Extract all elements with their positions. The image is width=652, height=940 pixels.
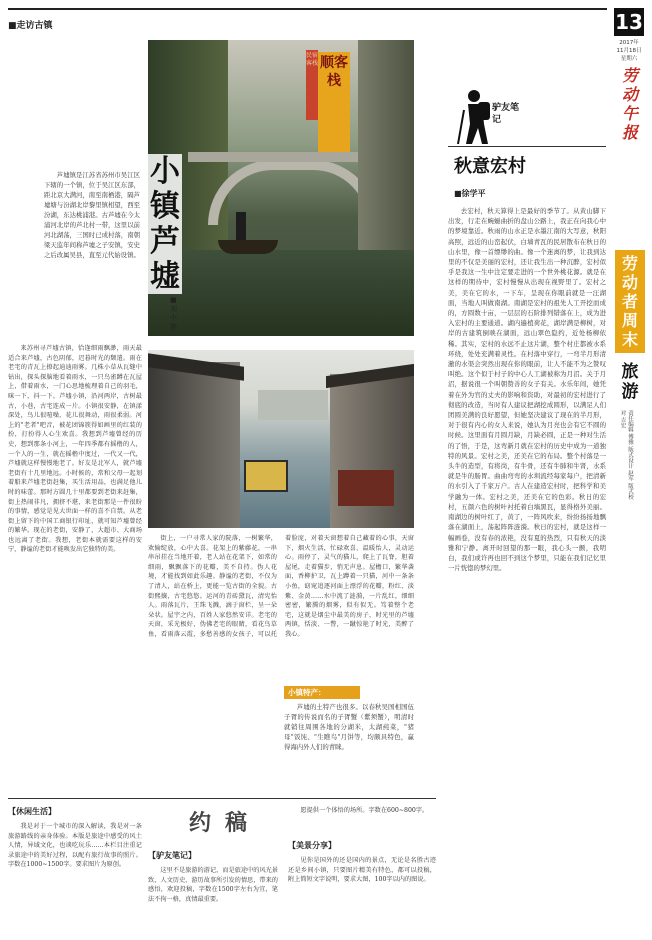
scenery-share-tag: 【美景分享】: [288, 841, 336, 850]
editor-credits: [618, 410, 633, 500]
date-block: [610, 39, 648, 63]
bottom-rule: [8, 798, 436, 799]
feature-byline: ■刘中艳: [170, 296, 177, 331]
canal-town-photo: [148, 350, 414, 528]
share-intro-text: 愿提供一个体悟的场所。字数在600~800字。: [300, 807, 429, 814]
column-label: 驴友笔记: [492, 103, 520, 125]
feature-title: 小镇芦墟: [150, 154, 180, 294]
leisure-text: 我是对于一个城市的深入解读，我是对一条旅游路线的亲身体验。本版是旅途中感受的风土人情，异域文化，也谈吃玩乐……本栏目注重记录旅途中的美好过程，以配有旅行故事的照片。字数在1000~1500字。要求图片为原创。: [8, 823, 142, 869]
shop-sign-small: 民宿客栈: [306, 52, 319, 67]
call-for-papers-title: 约稿: [188, 811, 261, 836]
specialty-text: 芦墟的土特产也很多。以春秋吴国相国伍子胥的传说而名的子胥蟹（紫须蟹），明清时就销往周围各地的分湖米，太湖莼菜，"猪母"饭饨、"生瞧鸟"月饼等，均颇具特色，赢得海内外人们的青睐。: [284, 703, 414, 751]
feature-column-1: 来苏州寻芦墟古镇，恰逢细雨飘渺，雨天最适合来芦墟，古色阴郁，迟暮时光的颓遣。雨在老宅的青瓦上撩起迪迪雨雾。几株小草从瓦缝中钻出，探头探脑地看着雨水，一只鸟雀蹲在瓦屋上，借着雨水，一门心思地梳理着自己的羽毛，咪一下，抖一下。芦墟小镇，沿河两岸，古树最古，小巷，古宅连成一片。小镇很安静，在镇漾深处，鸟儿很喧噪，花儿很舞动，雨很柔弱。河上的"老者"吧音，被花团锦簇得如画里的红装的扮，打扮得人心生欢喜。我想到芦墟曾经的历史，想到那条小河上，一年四季都有摇橹的人，一个人的一生，就在摇橹中度过，一代又一代，芦墟就这样慢慢地老了。好友是北军人，就芦墟老街有十几里地远。小时候的，常和父母一起划着船来芦墟老街赶集，买生活用品，也满足他儿时的味蕾。那时方圆几十里都要到老街来赶集，街上热闹非凡，拥挤不堪，来老街那是一件很盼的事情，感觉是见大世面一样的喜不自禁。从老街上留下的中国工商银行印址，就可知芦墟曾经的繁华。现在的老街，安静了，大超市、大商场也远离了老街。我想，老街本就需要这样的安宁，静谧的老街才能唤发出它独特的美。: [8, 345, 142, 554]
credit-editor: 责任编辑 傅雅: [627, 410, 633, 445]
scenery-share-text: 见你是国外的还是国内的景点，无论是名胜古迹还是乡间小镇，只要图片精美有特色，都可以投稿，附上简短文字说明，要求大图，100字以内的图说。: [288, 857, 436, 884]
article-title: 秋意宏村: [454, 156, 526, 177]
article-body: 去宏村，秋天算得上是最好的季节了。从黄山脚下出发，行走在蜿蜒曲折的盘山公路上，我正在向我心中的梦境靠近。秋雨的山水正是水墨江南的大写意，秋阳高照，远近的山峦起伏，白墙青瓦的民居散布在秋日的山水里，像一首缥缈的曲。像一个迷离的梦，让我到达里的不仅是美丽的宏村，还让我生出一种沉醉，宏村似乎是我这一生中注定要走进的一个世外桃花源。就是在这样的期待中，宏村慢慢从出现在视野里了。宏村之美，美在它的水，一下车，呈现在你眼前就是一汪湖面，当地人叫做南湖。南湖是宏村的祖先人工开挖而成的，方圆数十亩，一层层的石阶排列错落在上，成为进入宏村的主要通道。湖内遍植荷花，湖岸满是柳树，对岸的古建筑倒映在湖面，远山翠色隐约，近处杨柳依稀。其实，宏村的水远不止这片湖，整个村庄都被水系环绕，处处充满着灵性。在村落中穿行，一弯半月形清澈的水渠会突然出现在你的眼前，让人不能不为之赞叹叫绝。这个似于村子的中心人工湖被称为月沼。关于月沼，据说很一个叫朝赞善的女子有关。水乐年间，她凭着在外为官的丈夫的影响和资助，对最初的宏村进行了彻底的改造，当时有人建议把湖挖成圆形，以满足人们团圆美满的良好愿望，但她坚决建议了现在的半月形，对于很有内心的女人来说，她认为月亮也会有它不圆的时候。这里面有月圆月缺，月缺必圆，正是一种对生活的了悟，于是，这弯新月就在宏村的历史中成为一道独特的风景。宏村之美，还美在它的布局。整个村落是一头牛的造型，有将岗，有牛骨，还有牛肺和牛肾，水系就是牛的肠胃。曲曲弯弯的水圳流经每家每户，把清新的水引入了千家万户。古人在建造宏村时，把科学和美学融为一体。宏村之美，还美在它的色彩。秋日的宏村，五颜六色的树叶衬托着白墙黑瓦，显得格外美丽。南湖边的树叶红了，黄了，一阵风吹来，纷纷扬扬地飘落在湖面上，荡起阵阵涟漪。秋日的宏村，就是这样一幅画卷，没有春的浓艳，没有夏的热烈，只有秋天的淡雅和宁静。离开时回望的那一眼，我心头一颤，我明白，我们或许再也回不到这个梦里，只能在我们记忆里一片恍惚的梦幻里。: [448, 207, 606, 573]
paper-logo: 劳动午报: [622, 66, 639, 142]
feature-intro: 芦墟镇是江苏省苏州市吴江区下辖的一个镇，位于吴江区东部，距北京大满河，南至南栖港，隔芦墟塘与汾湖北岸黎里镇相望，西至汾湖，东达桃浦港。古芦墟在今太浦河北岸的芦北村一带，这里以前河北湖荡，三国时已成村落，南朝梁天监年间称芦墟之子安镇，安史之后改属吴县，直至元代始设镇。: [44, 170, 140, 340]
date-weekday: 星期六: [620, 56, 638, 62]
section-tag: ■走访古镇: [8, 21, 53, 31]
date-year: 2017年: [619, 40, 639, 46]
date-day: 11月18日: [616, 48, 642, 54]
shop-sign-main: 顺客栈: [320, 55, 348, 89]
travel-notes-text: 这里不是旅游的游记，而是旅途中的风光景致，人文历史、游历故事所引发的情思，带来的感悟，欢迎投稿，字数在1500字左右为宜，笔法不拘一格，真情最重要。: [148, 867, 278, 903]
hiker-icon: [454, 88, 494, 146]
feature-column-2: 街上，一户寻常人家的院落，一树繁华，欢愉绽放，心中大喜。花架上的紫藤花，一串串吊挂在当地开着，老人站在花架下，如常的细雨，飘飘落下的花瓣，美不自持。伪人花境，才能找到如此乐趣。静谧的老街，不仅为了清人，站在桥上，更能一览古街的全貌。古街熙攘，古宅悠悠。运河的青砖黛瓦，清宪怡人。雨落瓦片，王珠飞溅，滴于窗栏，呈一朵朵状。屋宇之内，百姓人家悠然安详。老宅的天窗，采光极好，伪佛老宅的眼睛，看花鸟草鱼，看雨落云霞，多愁善感的女孩子，可以托着脸庞，对着天窗想着自己藏着的心事，天窗下，烟火生活，忙碌欢喜，温暖怡人，灵动运心。雨停了，灵气的猫儿，爬上了瓦脊，胆着屋尾，走着猫步，悄无声息。屋檐口，繁华袭面，香柳护卫，瓦上蹲着一只猫，河中一条条小鱼，窈窕追逐河面上漂浮的花瓣，粉红、淡紫、金黄……水中流了涟漪，一片乱红，细细密密，繁腾的烟雾，似有似无。笃着整个老宅，这就是烟尘中最美的房子，时光里的芦墟两镇，恬淡、一瞥，一蹴惊艳了时光，美醉了我心。: [148, 535, 414, 638]
credit-proof: 版式校对 吉宏: [619, 410, 633, 500]
page-number: 13: [615, 10, 643, 34]
section-subtitle-bar: 旅游: [621, 362, 639, 402]
column-rule: [448, 146, 606, 147]
specialty-tag: 小镇特产：: [284, 686, 360, 699]
article-byline: ■徐学平: [454, 189, 486, 198]
travel-notes-tag: 【驴友笔记】: [148, 851, 196, 860]
leisure-tag: 【休闲生活】: [8, 807, 56, 816]
top-rule: [8, 8, 607, 10]
credit-design: 版式设计 赵军: [627, 446, 633, 482]
section-title-bar: 劳动者周末: [615, 250, 645, 353]
canal-bridge-photo: [148, 40, 414, 336]
